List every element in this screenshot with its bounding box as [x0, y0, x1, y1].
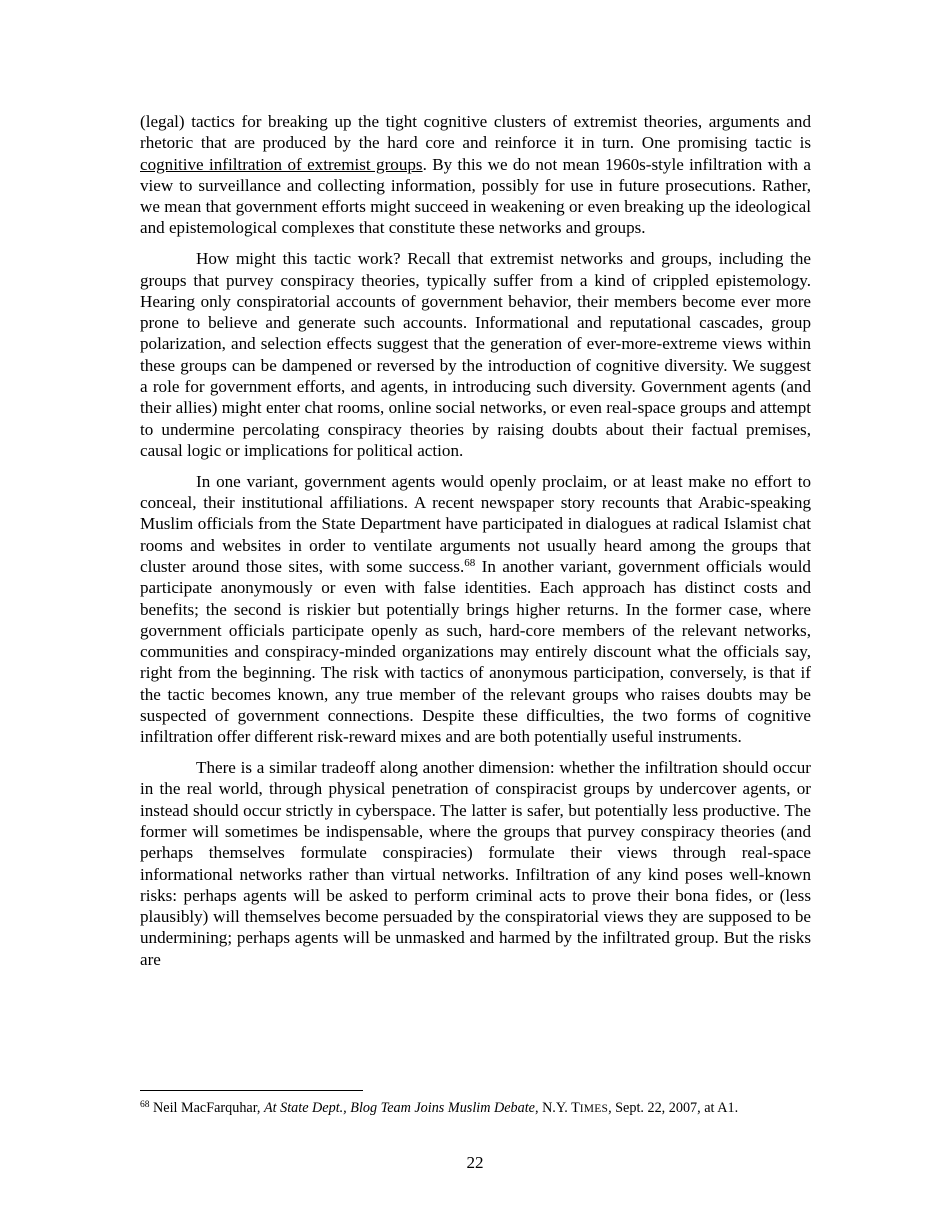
- page-number: 22: [466, 1153, 484, 1172]
- paragraph-1-text-b: . By this we do not mean 1960s-style infiltration with a view to surveillance and collecting information, possibly for use in future prosecutions. Rather, we mean that government efforts might succeed in weakening or even breaking up the ideological and epistemological complexes that constitute these networks and groups.: [140, 154, 811, 238]
- footnote-publication-smallcaps: IMES: [579, 1103, 609, 1115]
- footnote-citation-rest: , Sept. 22, 2007, at A1.: [608, 1100, 739, 1116]
- paragraph-4: There is a similar tradeoff along another dimension: whether the infiltration should occur in the real world, through physical penetration of conspiracist groups by undercover agents, or instead should occur strictly in cyberspace. The latter is safer, but potentially less productive. The former will sometimes be indispensable, where the groups that purvey conspiracy theories (and perhaps themselves formulate conspiracies) formulate their views through real-space informational networks rather than virtual networks. Infiltration of any kind poses well-known risks: perhaps agents will be asked to perform criminal acts to prove their bona fides, or (less plausibly) will themselves become persuaded by the conspiratorial views they are supposed to be undermining; perhaps agents will be unmasked and harmed by the infiltrated group. But the risks are: [140, 758, 811, 969]
- footnote-author: Neil MacFarquhar,: [149, 1100, 264, 1116]
- footnote-number: 68: [140, 1100, 150, 1110]
- footnote-publication: , N.Y. T: [534, 1100, 580, 1116]
- paragraph-3: [140, 471, 811, 748]
- paragraph-1-text-a: (legal) tactics for breaking up the tight cognitive clusters of extremist theories, arguments and rhetoric that are produced by the hard core and reinforce it in turn. One promising tactic is: [140, 112, 811, 153]
- paragraph-3-text-a: In one variant, government agents would openly proclaim, or at least make no effort to conceal, their institutional affiliations. A recent newspaper story recounts that Arabic-speaking Muslim officials from the State Department have participated in dialogues at radical Islamist chat rooms and websites in order to ventilate arguments not usually heard among the groups that cluster around those sites, with some success.: [140, 471, 811, 576]
- footnote-title: At State Dept., Blog Team Joins Muslim Debate: [263, 1100, 535, 1116]
- footnote: [140, 1099, 820, 1118]
- footnote-reference[interactable]: 68: [464, 556, 476, 569]
- footnote-separator: [140, 1090, 363, 1091]
- paragraph-2: How might this tactic work? Recall that extremist networks and groups, including the groups that purvey conspiracy theories, typically suffer from a kind of crippled epistemology. Hearing only conspiratorial accounts of government behavior, their members become ever more prone to believe and generate such accounts. Informational and reputational cascades, group polarization, and selection effects suggest that the generation of ever-more-extreme views within these groups can be dampened or reversed by the introduction of cognitive diversity. We suggest a role for government efforts, and agents, in introducing such diversity. Government agents (and their allies) might enter chat rooms, online social networks, or even real-space groups and attempt to undermine percolating conspiracy theories by raising doubts about their factual premises, causal logic or implications for political action.: [140, 249, 811, 460]
- paragraph-3-text-b: In another variant, government officials would participate anonymously or even with false identities. Each approach has distinct costs and benefits; the second is riskier but potentially brings higher returns. In the former case, where government officials participate openly as such, hard-core members of the relevant networks, communities and conspiracy-minded organizations may entirely discount what the officials say, right from the beginning. The risk with tactics of anonymous participation, conversely, is that if the tactic becomes known, any true member of the relevant groups who raises doubts may be suspected of government connections. Despite these difficulties, the two forms of cognitive infiltration offer different risk-reward mixes and are both potentially useful instruments.: [140, 556, 811, 747]
- paragraph-1: [140, 111, 811, 239]
- page-body: [140, 111, 811, 980]
- underlined-phrase: cognitive infiltration of extremist groups: [140, 154, 423, 174]
